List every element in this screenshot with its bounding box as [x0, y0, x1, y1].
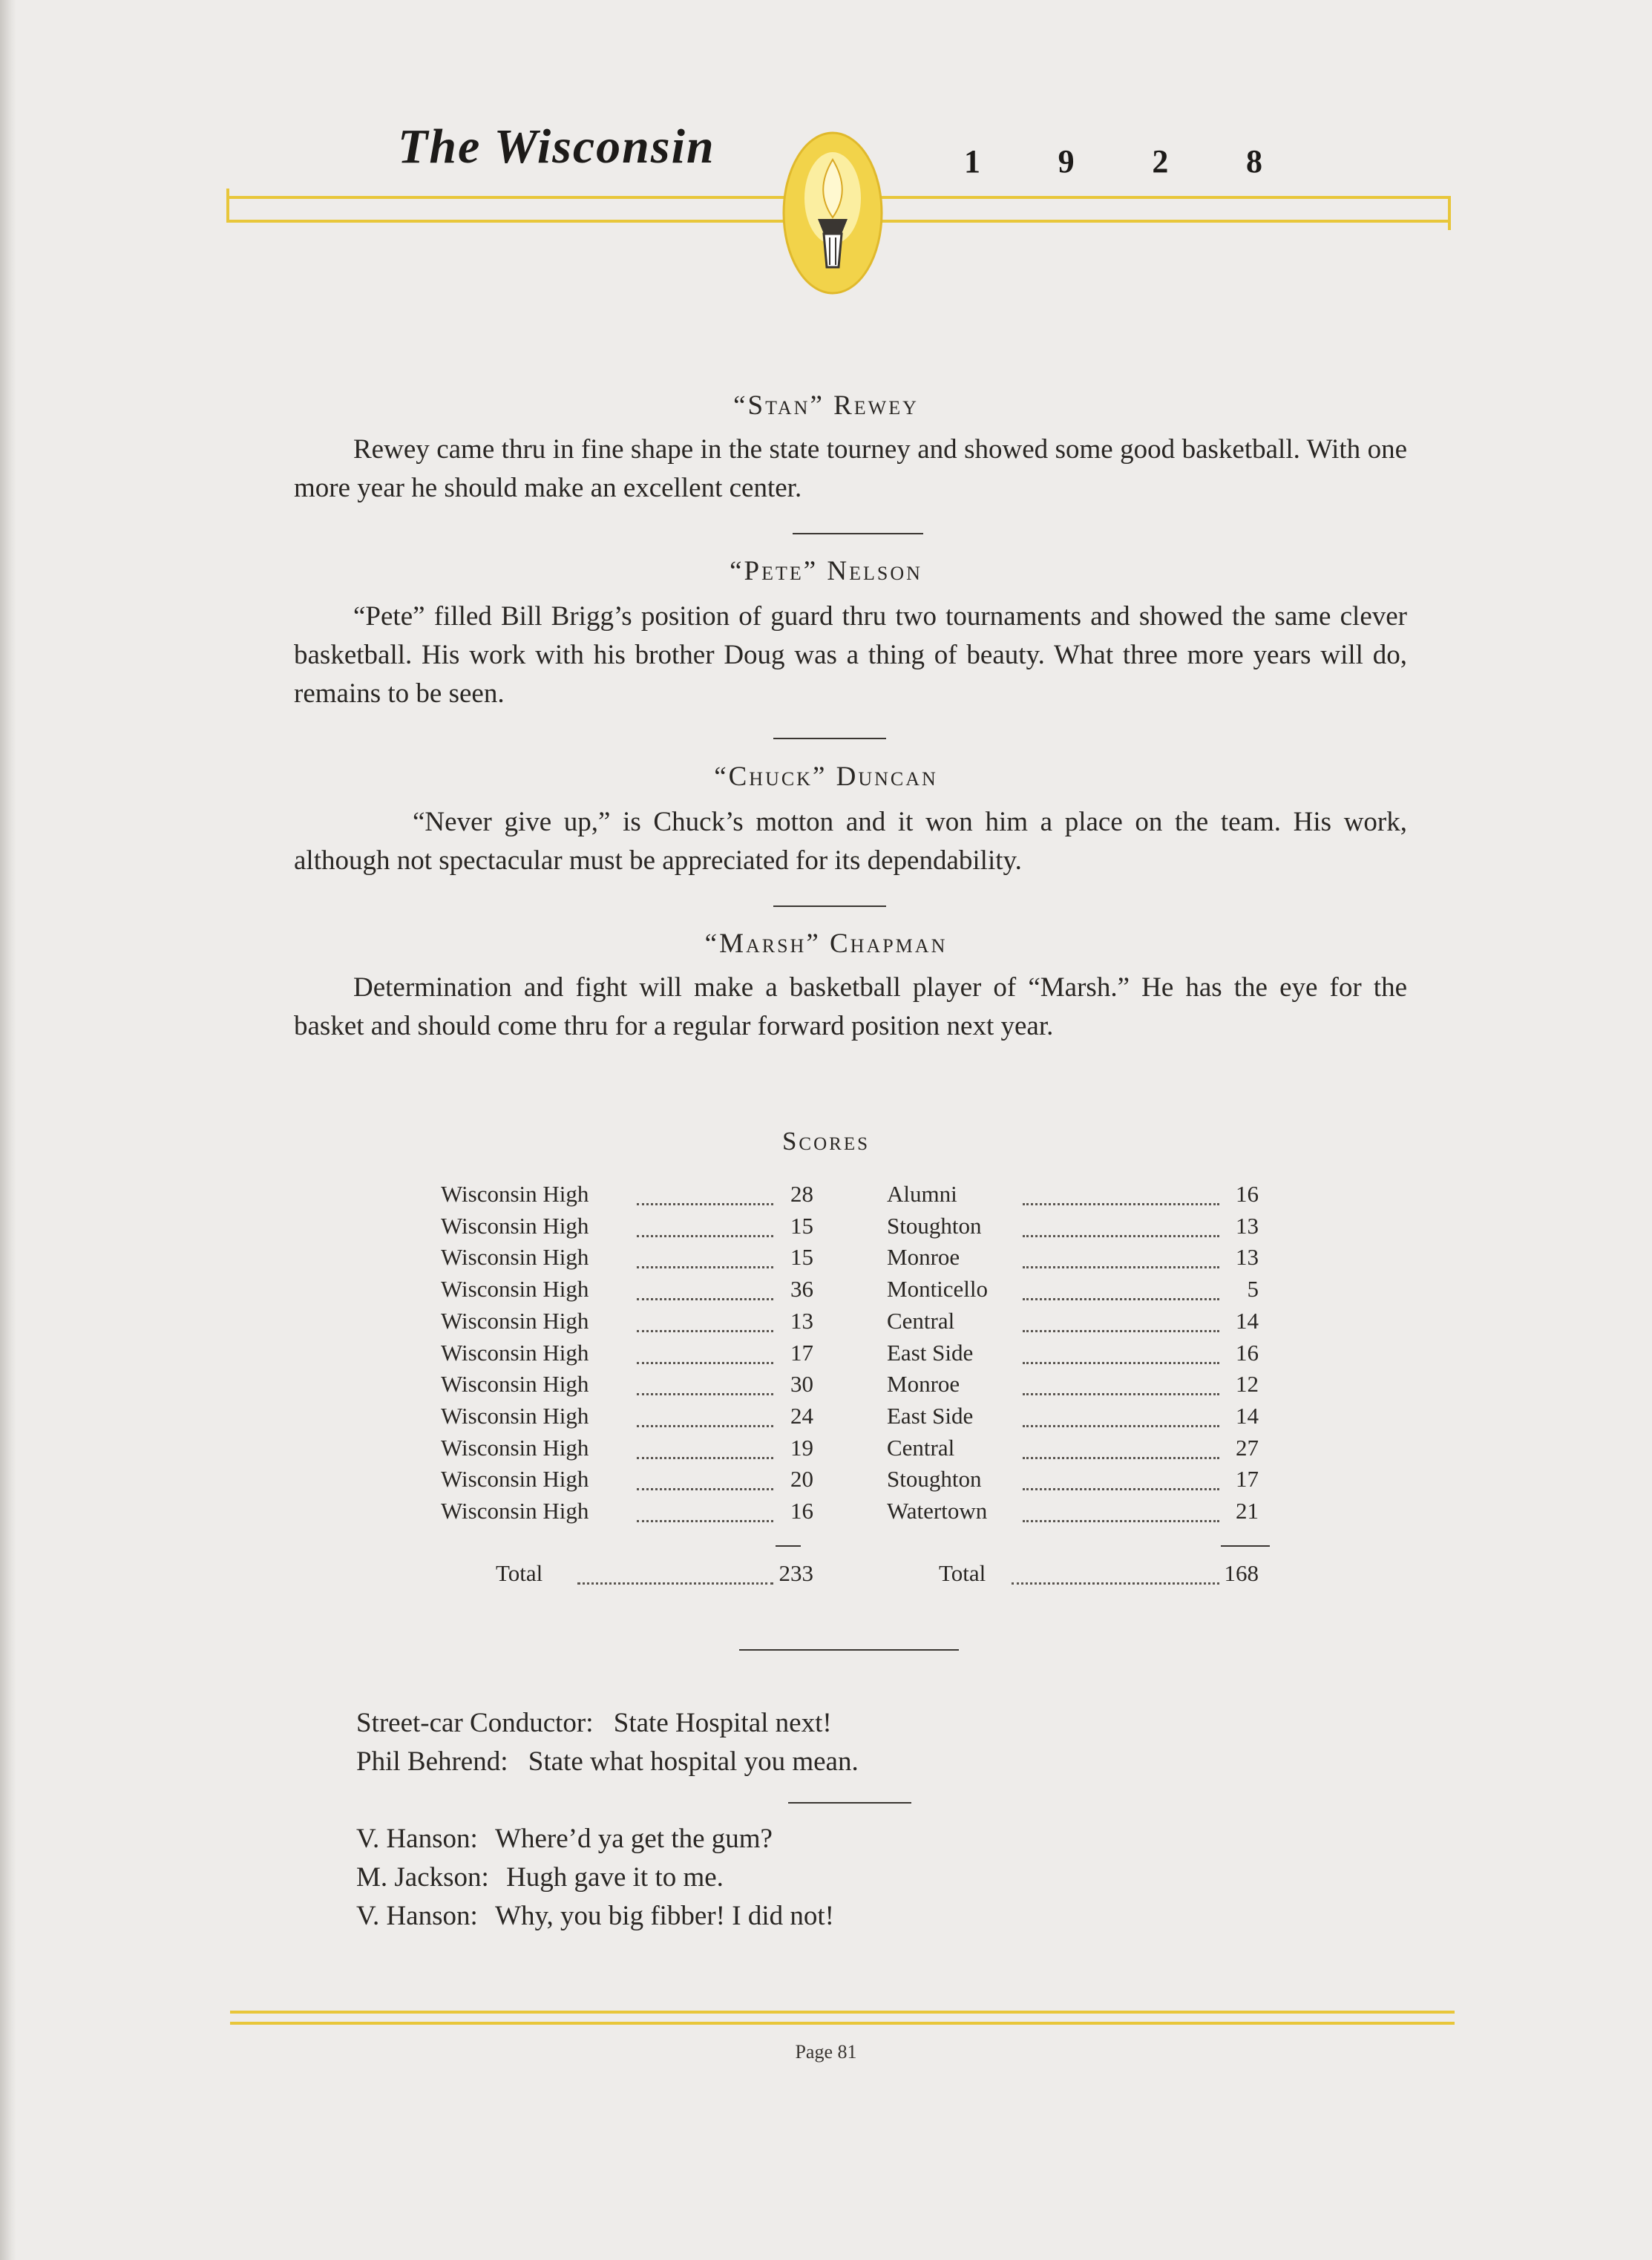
- opponent-score: 27: [1236, 1435, 1259, 1461]
- player-paragraph: [294, 969, 1407, 1046]
- player-text: Rewey came thru in fine shape in the state tourney and showed some good basketball. With one more year he should make an excellent center.: [294, 434, 1407, 503]
- leader-dots: [1012, 1582, 1219, 1585]
- yearbook-year: [957, 143, 1269, 180]
- opponent-score: 13: [1236, 1244, 1259, 1270]
- player-paragraph: [294, 597, 1407, 713]
- speaker: V. Hanson:: [356, 1824, 478, 1854]
- opponent-score: 17: [1236, 1466, 1259, 1492]
- speech: Where’d ya get the gum?: [495, 1824, 773, 1854]
- total-row: [0, 1560, 1652, 1591]
- team-score: 30: [790, 1371, 813, 1397]
- leader-dots: [1023, 1203, 1219, 1205]
- opponent-name: Central: [887, 1435, 955, 1461]
- opponent-score: 5: [1247, 1276, 1259, 1302]
- footer-rule-top: [230, 2011, 1455, 2014]
- opponent-name: Stoughton: [887, 1213, 982, 1239]
- score-row: [0, 1498, 1652, 1529]
- team-score: 20: [790, 1466, 813, 1492]
- speaker: Phil Behrend:: [356, 1746, 508, 1777]
- team-name: Wisconsin High: [441, 1403, 589, 1429]
- opponent-score: 16: [1236, 1181, 1259, 1207]
- leader-dots: [637, 1520, 773, 1522]
- year-digit: 8: [1245, 143, 1262, 180]
- dialogue-line: [356, 1858, 834, 1897]
- score-row: [0, 1466, 1652, 1497]
- leader-dots: [1023, 1457, 1219, 1459]
- section-divider: [773, 905, 886, 907]
- leader-dots: [1023, 1235, 1219, 1237]
- leader-dots: [577, 1582, 773, 1585]
- team-name: Wisconsin High: [441, 1340, 589, 1366]
- dialogue-block: [356, 1820, 834, 1936]
- score-row: [0, 1435, 1652, 1466]
- opponent-name: Alumni: [887, 1181, 957, 1207]
- dialogue-line: [356, 1743, 859, 1781]
- header-rule-cap-left: [226, 189, 229, 223]
- speech: Hugh gave it to me.: [506, 1862, 724, 1893]
- opponent-score: 16: [1236, 1340, 1259, 1366]
- torch-medallion-icon: [781, 130, 885, 297]
- team-score: 36: [790, 1276, 813, 1302]
- year-digit: 9: [1058, 143, 1075, 180]
- section-divider: [773, 738, 886, 739]
- opponent-name: Central: [887, 1308, 955, 1334]
- team-score: 28: [790, 1181, 813, 1207]
- player-heading: “Stan” Rewey: [733, 390, 919, 421]
- opponent-name: Monroe: [887, 1244, 960, 1270]
- leader-dots: [637, 1330, 773, 1332]
- player-text: “Never give up,” is Chuck’s motton and it won him a place on the team. His work, although not spectacular must be appreciated for its dependability.: [294, 807, 1407, 876]
- leader-dots: [1023, 1266, 1219, 1268]
- speech: Why, you big fibber! I did not!: [495, 1901, 834, 1931]
- opponent-name: Watertown: [887, 1498, 988, 1524]
- footer-rule-bottom: [230, 2022, 1455, 2025]
- page-number: Page 81: [795, 2041, 857, 2063]
- team-score: 19: [790, 1435, 813, 1461]
- score-row: [0, 1371, 1652, 1402]
- opponent-name: Stoughton: [887, 1466, 982, 1492]
- section-divider: [788, 1802, 911, 1804]
- player-text: “Pete” filled Bill Brigg’s position of guard thru two tournaments and showed the same clever basketball. His work with his brother Doug was a thing of beauty. What three more years will do, remains to be seen.: [294, 601, 1407, 709]
- opponent-score: 12: [1236, 1371, 1259, 1397]
- score-row: [0, 1181, 1652, 1212]
- total-label: Total: [496, 1560, 543, 1586]
- total-score: 233: [779, 1560, 813, 1586]
- score-row: [0, 1213, 1652, 1244]
- opponent-score: 14: [1236, 1308, 1259, 1334]
- opponent-name: East Side: [887, 1403, 974, 1429]
- team-name: Wisconsin High: [441, 1244, 589, 1270]
- year-digit: 1: [964, 143, 980, 180]
- opponent-name: East Side: [887, 1340, 974, 1366]
- leader-dots: [637, 1203, 773, 1205]
- team-score: 16: [790, 1498, 813, 1524]
- opponent-name: Monroe: [887, 1371, 960, 1397]
- leader-dots: [637, 1393, 773, 1395]
- leader-dots: [1023, 1298, 1219, 1300]
- leader-dots: [1023, 1393, 1219, 1395]
- opponent-name: Monticello: [887, 1276, 989, 1302]
- leader-dots: [1023, 1425, 1219, 1427]
- opponent-score: 21: [1236, 1498, 1259, 1524]
- total-rule-right: [1221, 1545, 1270, 1547]
- score-row: [0, 1276, 1652, 1307]
- team-score: 15: [790, 1244, 813, 1270]
- leader-dots: [1023, 1520, 1219, 1522]
- team-name: Wisconsin High: [441, 1466, 589, 1492]
- player-heading: “Marsh” Chapman: [704, 928, 948, 959]
- player-heading: “Pete” Nelson: [730, 556, 922, 586]
- team-name: Wisconsin High: [441, 1181, 589, 1207]
- leader-dots: [637, 1298, 773, 1300]
- score-row: [0, 1308, 1652, 1339]
- leader-dots: [637, 1235, 773, 1237]
- opponent-score: 13: [1236, 1213, 1259, 1239]
- team-name: Wisconsin High: [441, 1435, 589, 1461]
- score-row: [0, 1403, 1652, 1434]
- player-paragraph: [294, 803, 1407, 880]
- dialogue-line: [356, 1897, 834, 1936]
- team-score: 17: [790, 1340, 813, 1366]
- dialogue-line: [356, 1820, 834, 1858]
- leader-dots: [637, 1362, 773, 1364]
- total-rule-left: [776, 1545, 801, 1547]
- team-name: Wisconsin High: [441, 1498, 589, 1524]
- speech: State Hospital next!: [613, 1708, 832, 1738]
- section-divider: [793, 533, 923, 534]
- leader-dots: [637, 1425, 773, 1427]
- leader-dots: [1023, 1362, 1219, 1364]
- leader-dots: [1023, 1330, 1219, 1332]
- team-name: Wisconsin High: [441, 1213, 589, 1239]
- team-score: 24: [790, 1403, 813, 1429]
- yearbook-title: The Wisconsin: [398, 119, 715, 174]
- dialogue-block: [356, 1704, 859, 1781]
- year-digit: 2: [1152, 143, 1169, 180]
- team-name: Wisconsin High: [441, 1276, 589, 1302]
- header-rule-cap-right: [1448, 196, 1451, 230]
- speaker: Street-car Conductor:: [356, 1708, 594, 1738]
- team-score: 15: [790, 1213, 813, 1239]
- team-score: 13: [790, 1308, 813, 1334]
- player-text: Determination and fight will make a basketball player of “Marsh.” He has the eye for the basket and should come thru for a regular forward position next year.: [294, 972, 1407, 1041]
- player-paragraph: [294, 430, 1407, 508]
- dialogue-line: [356, 1704, 859, 1743]
- speech: State what hospital you mean.: [528, 1746, 859, 1777]
- player-heading: “Chuck” Duncan: [714, 761, 938, 792]
- scores-title: Scores: [781, 1127, 871, 1156]
- team-name: Wisconsin High: [441, 1308, 589, 1334]
- speaker: V. Hanson:: [356, 1901, 478, 1931]
- team-name: Wisconsin High: [441, 1371, 589, 1397]
- leader-dots: [637, 1457, 773, 1459]
- leader-dots: [637, 1488, 773, 1490]
- score-row: [0, 1244, 1652, 1275]
- opponent-total-label: Total: [939, 1560, 986, 1586]
- speaker: M. Jackson:: [356, 1862, 489, 1893]
- score-row: [0, 1340, 1652, 1371]
- leader-dots: [1023, 1488, 1219, 1490]
- opponent-score: 14: [1236, 1403, 1259, 1429]
- section-divider: [739, 1649, 959, 1651]
- leader-dots: [637, 1266, 773, 1268]
- opponent-total-score: 168: [1224, 1560, 1259, 1586]
